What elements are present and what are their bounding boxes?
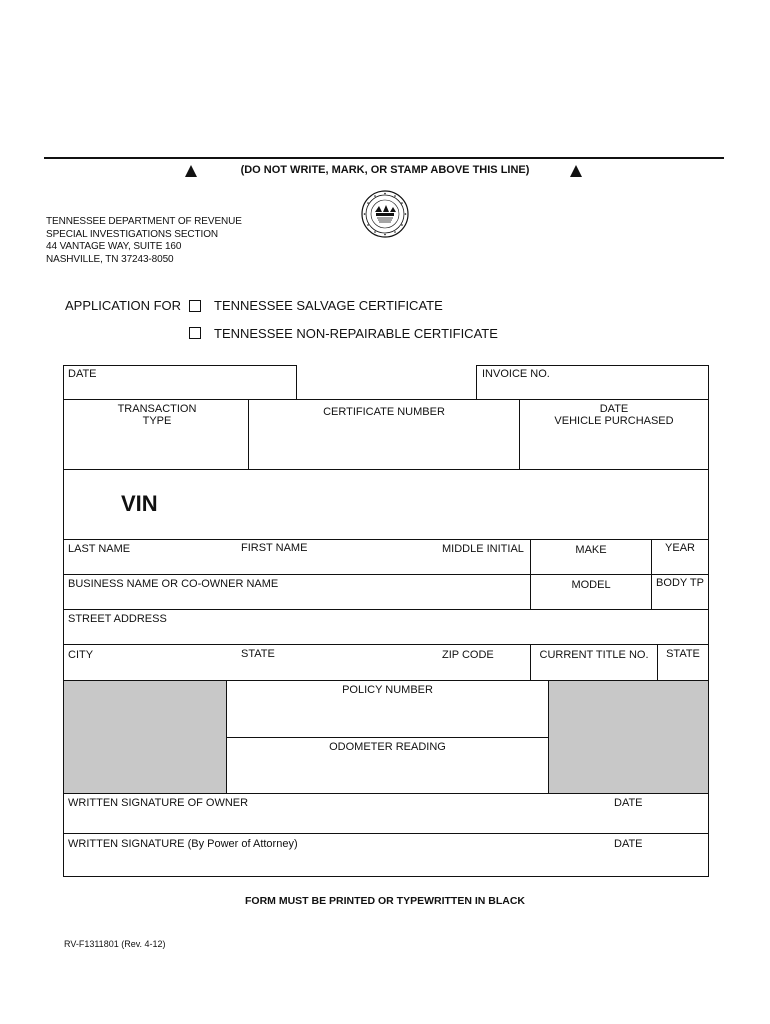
model-label: MODEL (571, 579, 611, 591)
date-poa-label: DATE (614, 838, 643, 850)
state-label: STATE (241, 648, 275, 660)
current-title-no-label: CURRENT TITLE NO. (539, 649, 649, 661)
non-repairable-certificate-checkbox[interactable] (189, 327, 201, 339)
year-label: YEAR (665, 542, 695, 554)
vin-label: VIN (121, 491, 158, 516)
top-divider-line (44, 157, 724, 159)
title-state-label: STATE (666, 648, 700, 660)
last-name-label: LAST NAME (68, 543, 131, 555)
address-line-3: 44 VANTAGE WAY, SUITE 160 (46, 241, 182, 252)
odometer-reading-label: ODOMETER READING (329, 741, 446, 753)
date-label: DATE (68, 368, 97, 380)
invoice-no-label: INVOICE NO. (482, 368, 550, 380)
address-line-4: NASHVILLE, TN 37243-8050 (46, 254, 174, 265)
arrow-up-icon (570, 165, 582, 177)
city-label: CITY (68, 649, 94, 661)
date-field[interactable] (63, 365, 297, 400)
policy-number-label: POLICY NUMBER (342, 684, 433, 696)
vin-field[interactable] (64, 470, 708, 539)
date-purchased-label-1: DATE (599, 403, 629, 415)
business-name-label: BUSINESS NAME OR CO-OWNER NAME (68, 578, 279, 590)
certificate-number-label: CERTIFICATE NUMBER (323, 406, 445, 418)
body-tp-label: BODY TP (656, 577, 704, 589)
date-owner-label: DATE (614, 797, 643, 809)
office-use-shaded-right (549, 681, 708, 793)
form-revision-number: RV-F1311801 (Rev. 4-12) (64, 939, 166, 949)
do-not-write-warning: (DO NOT WRITE, MARK, OR STAMP ABOVE THIS LINE) (240, 164, 530, 176)
tennessee-state-seal-icon (361, 190, 409, 238)
signature-owner-label: WRITTEN SIGNATURE OF OWNER (68, 797, 249, 809)
print-instruction-note: FORM MUST BE PRINTED OR TYPEWRITTEN IN BLACK (245, 895, 525, 907)
address-line-2: SPECIAL INVESTIGATIONS SECTION (46, 229, 219, 240)
middle-initial-label: MIDDLE INITIAL (442, 543, 524, 555)
street-address-label: STREET ADDRESS (68, 613, 167, 625)
address-line-1: TENNESSEE DEPARTMENT OF REVENUE (46, 216, 242, 227)
transaction-type-label-1: TRANSACTION (117, 403, 197, 415)
transaction-type-label-2: TYPE (142, 415, 172, 427)
first-name-label: FIRST NAME (241, 542, 308, 554)
make-label: MAKE (575, 544, 607, 556)
signature-poa-label: WRITTEN SIGNATURE (By Power of Attorney) (68, 838, 298, 850)
application-for-label: APPLICATION FOR (65, 298, 182, 313)
salvage-certificate-label: TENNESSEE SALVAGE CERTIFICATE (214, 298, 443, 313)
salvage-certificate-checkbox[interactable] (189, 300, 201, 312)
date-purchased-label-2: VEHICLE PURCHASED (554, 415, 674, 427)
zip-code-label: ZIP CODE (442, 649, 494, 661)
non-repairable-certificate-label: TENNESSEE NON-REPAIRABLE CERTIFICATE (214, 326, 498, 341)
grid-divider (548, 680, 549, 793)
office-use-shaded-left (64, 681, 226, 793)
